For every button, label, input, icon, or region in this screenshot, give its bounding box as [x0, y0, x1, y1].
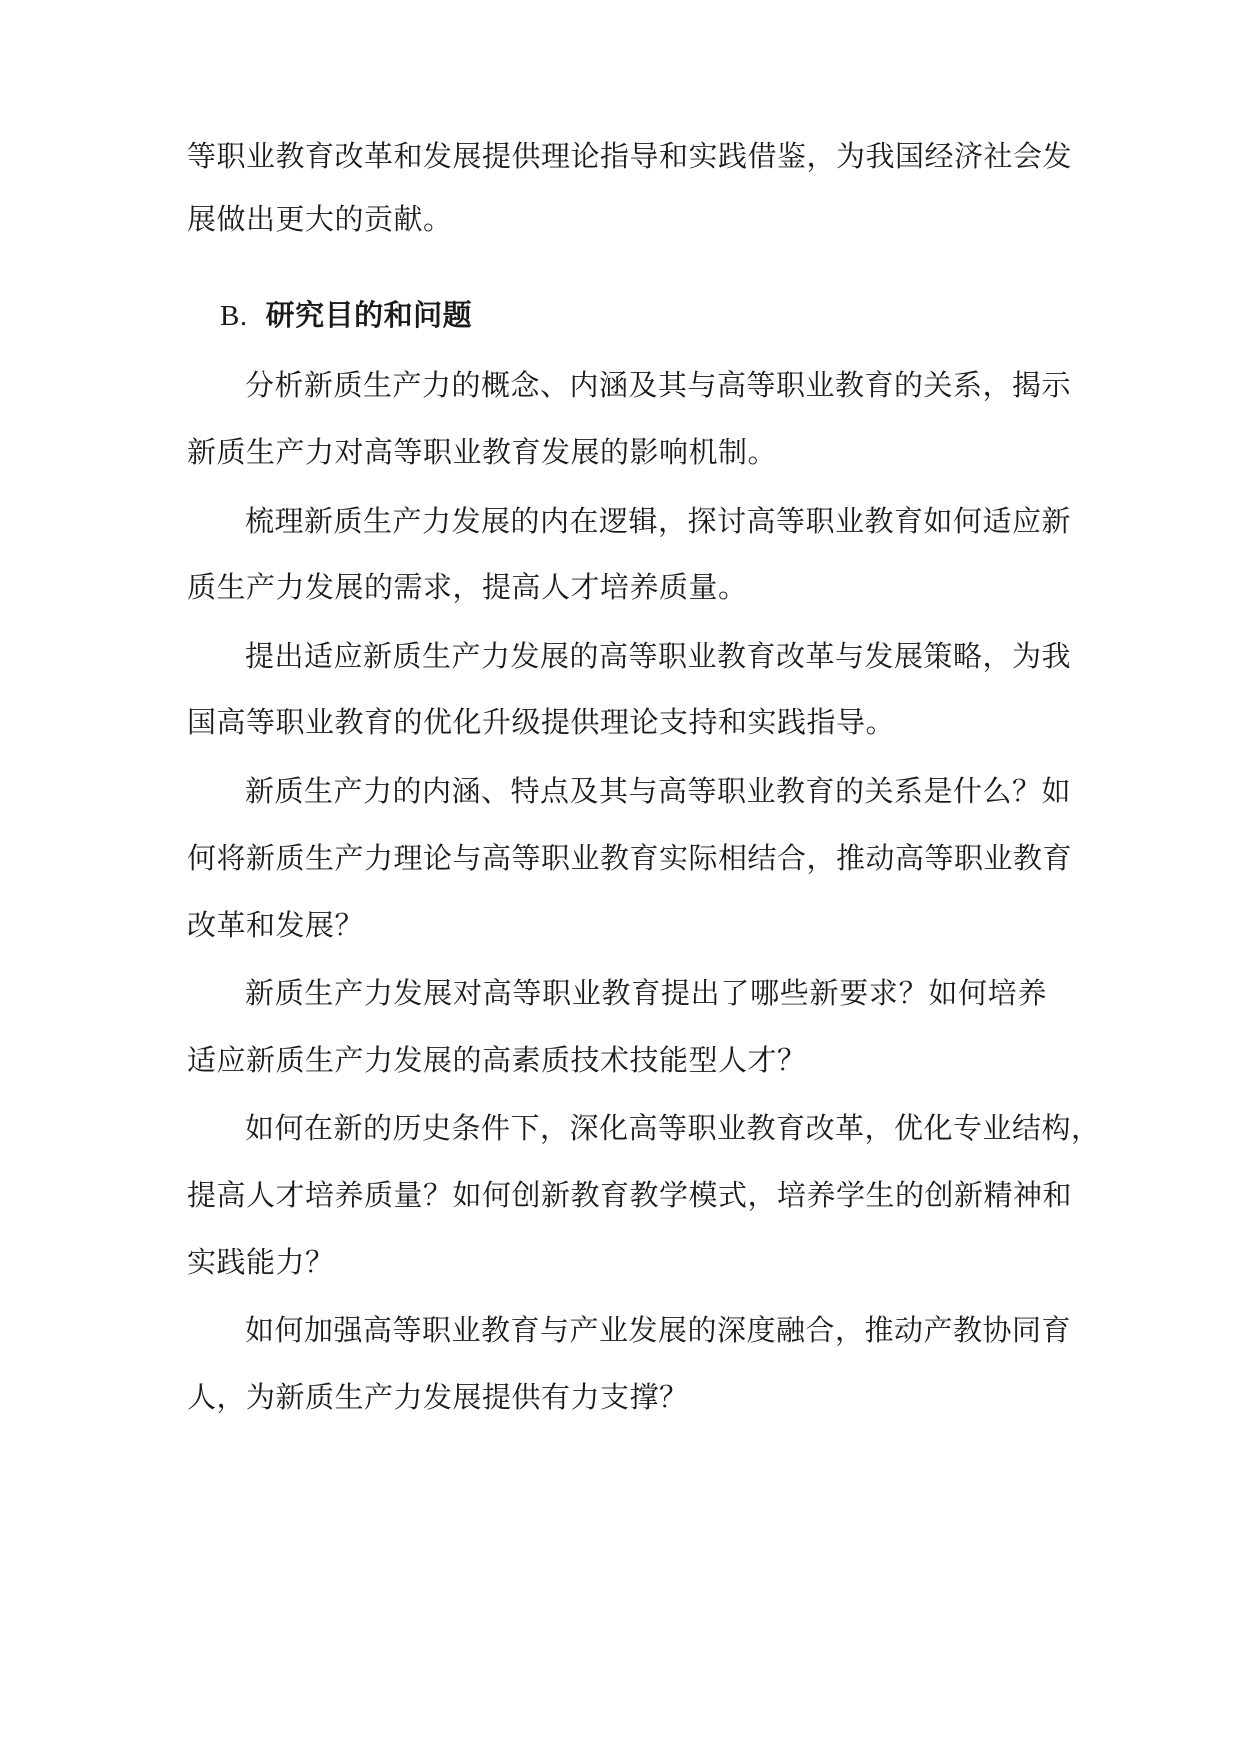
paragraph-line: 提出适应新质生产力发展的高等职业教育改革与发展策略，为我 [245, 639, 1072, 673]
paragraph-line: 提高人才培养质量？如何创新教育教学模式，培养学生的创新精神和 [187, 1178, 1073, 1212]
section-letter: B. [220, 300, 248, 332]
paragraph-line: 适应新质生产力发展的高素质技术技能型人才？ [187, 1043, 807, 1077]
paragraph-line: 梳理新质生产力发展的内在逻辑，探讨高等职业教育如何适应新 [245, 504, 1072, 538]
paragraph-line: 新质生产力发展对高等职业教育提出了哪些新要求？如何培养 [245, 976, 1047, 1010]
paragraph-line: 质生产力发展的需求，提高人才培养质量。 [187, 570, 748, 604]
paragraph-line: 人，为新质生产力发展提供有力支撑？ [187, 1380, 689, 1414]
paragraph-line: 改革和发展？ [187, 908, 365, 942]
section-title: 研究目的和问题 [265, 298, 473, 332]
paragraph-line: 新质生产力的内涵、特点及其与高等职业教育的关系是什么？如 [245, 774, 1072, 808]
intro-line-2: 展做出更大的贡献。 [187, 202, 453, 236]
intro-line-1: 等职业教育改革和发展提供理论指导和实践借鉴，为我国经济社会发 [187, 139, 1073, 173]
paragraph-line: 国高等职业教育的优化升级提供理论支持和实践指导。 [187, 705, 896, 739]
paragraph-line: 如何加强高等职业教育与产业发展的深度融合，推动产教协同育 [245, 1313, 1072, 1347]
section-heading [220, 297, 472, 334]
paragraph-line: 分析新质生产力的概念、内涵及其与高等职业教育的关系，揭示 [245, 368, 1072, 402]
paragraph-line: 如何在新的历史条件下，深化高等职业教育改革，优化专业结构， [245, 1111, 1101, 1145]
paragraph-line: 新质生产力对高等职业教育发展的影响机制。 [187, 435, 778, 469]
paragraph-line: 何将新质生产力理论与高等职业教育实际相结合，推动高等职业教育 [187, 841, 1073, 875]
paragraph-line: 实践能力？ [187, 1245, 335, 1279]
